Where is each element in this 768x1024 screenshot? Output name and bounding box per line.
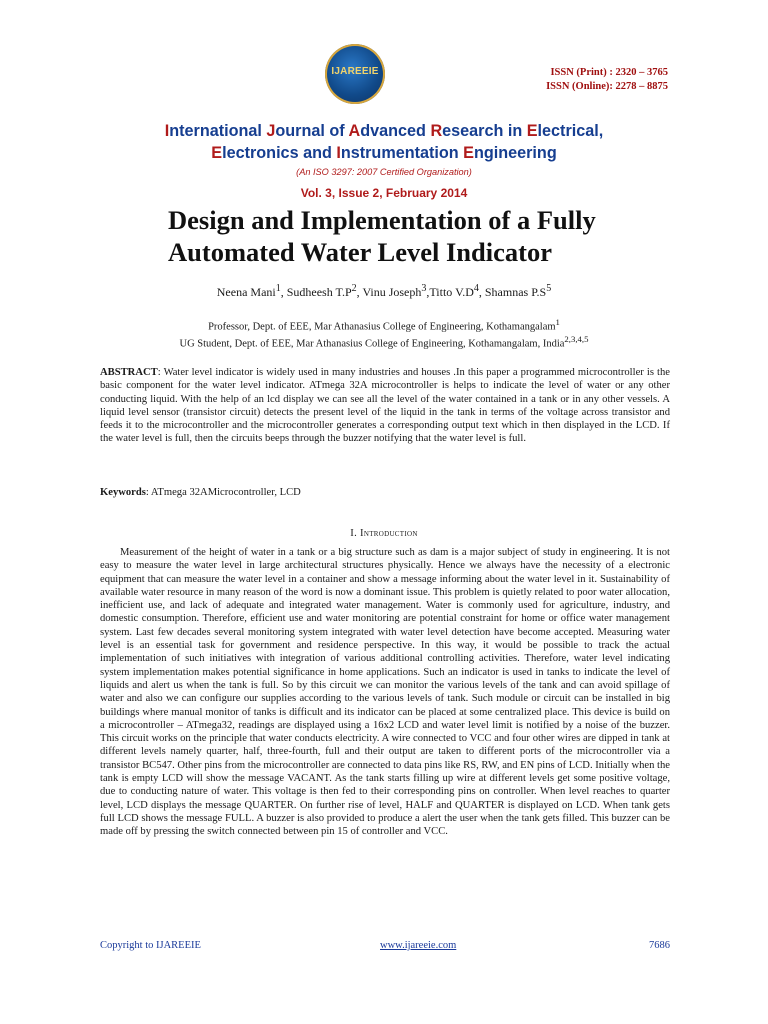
abstract-colon: : xyxy=(157,367,164,378)
keywords xyxy=(100,487,670,498)
author-name: Sudheesh T.P xyxy=(286,285,352,299)
author-sup: 2 xyxy=(351,283,357,294)
affiliation-students xyxy=(0,334,768,350)
issn-block xyxy=(546,66,668,94)
volume-issue: Vol. 3, Issue 2, February 2014 xyxy=(300,186,468,200)
keywords-label: Keywords xyxy=(100,487,146,498)
journal-word: nternational xyxy=(169,122,267,140)
journal-name-line1 xyxy=(0,120,768,142)
footer-url-link[interactable]: www.ijareeie.com xyxy=(380,940,457,951)
issn-online: ISSN (Online): 2278 – 8875 xyxy=(546,81,668,92)
journal-word: ournal of xyxy=(275,122,349,140)
journal-initial: I xyxy=(164,122,170,140)
affiliation-text: UG Student, Dept. of EEE, Mar Athanasius College of Engineering, Kothamangalam, India xyxy=(179,338,565,350)
iso-certification: (An ISO 3297: 2007 Certified Organization) xyxy=(296,167,472,177)
author-list xyxy=(0,283,768,300)
affiliation-sup: 2,3,4,5 xyxy=(564,334,589,344)
paper-title-line1: Design and Implementation of a Fully xyxy=(168,205,596,235)
section-number: I. xyxy=(350,528,358,539)
author-sep: , xyxy=(478,285,485,299)
issn-print: ISSN (Print) : 2320 – 3765 xyxy=(550,67,668,78)
footer-copyright: Copyright to IJAREEIE xyxy=(100,940,201,951)
affiliation-professor xyxy=(0,317,768,333)
logo-text: IJAREEIE xyxy=(331,66,379,77)
journal-logo xyxy=(325,44,385,104)
page-footer xyxy=(100,940,670,954)
paper-title xyxy=(168,204,628,268)
section-heading xyxy=(0,528,768,539)
abstract-label: ABSTRACT xyxy=(100,367,158,378)
journal-initial: E xyxy=(463,144,474,162)
journal-word: lectronics and xyxy=(222,144,337,162)
journal-initial: I xyxy=(336,144,341,162)
section-title: Introduction xyxy=(360,528,418,539)
journal-word: nstrumentation xyxy=(340,144,464,162)
journal-initial: R xyxy=(430,122,443,140)
author-sup: 4 xyxy=(473,283,479,294)
paper-title-line2: Automated Water Level Indicator xyxy=(168,237,552,267)
abstract xyxy=(100,366,670,446)
journal-word: esearch in xyxy=(442,122,527,140)
keywords-text: : ATmega 32AMicrocontroller, LCD xyxy=(145,487,301,498)
author-sup: 3 xyxy=(421,283,427,294)
author-sup: 5 xyxy=(546,283,552,294)
author-name: Shamnas P.S xyxy=(484,285,547,299)
journal-name-line2 xyxy=(0,142,768,164)
footer-page-number: 7686 xyxy=(649,940,670,951)
journal-word: dvanced xyxy=(360,122,431,140)
author-sep: , xyxy=(280,285,287,299)
affiliation-text: Professor, Dept. of EEE, Mar Athanasius College of Engineering, Kothamangalam xyxy=(208,321,556,333)
journal-word: ngineering xyxy=(473,144,557,162)
journal-initial: J xyxy=(266,122,276,140)
affiliation-sup: 1 xyxy=(555,317,560,327)
introduction-paragraph: Measurement of the height of water in a tank or a big structure such as dam is a major subject of study in engineering. It is not easy to measure the water level in large architectural structures physically. Hence we always have the necessity of a electronic equipment that can measure the water level in a container and show a message informing about the water level in it. Sustainability of available water resource in many reason of the word is now a dominant issue. This problem is quietly related to poor water allocation, inefficient use, and lack of adequate and integrated water management. Water is commonly used for agriculture, industry, and domestic consumption. Therefore, efficient use and water monitoring are potential constraint for home or office water management system. Last few decades several monitoring system integrated with water level detection have become accepted. Measuring water level is an essential task for government and residence perspective. In this way, it would be possible to track the actual implementation of such initiatives with integration of various additional controlling activities. Therefore, water level indicating system implementation makes potential significance in home applications. Such an indicator is used in tanks to indicate the level of liquids and alert us when the tank is full. So by this circuit we can monitor the various levels of the tank and can avoid spillage of water and also we can configure our supplies according to the various levels of tank. Such module or circuit can be installed in big buildings where manual monitor of tanks is difficult and its indicator can be placed at some centralized place. This device is build on a microcontroller – ATmega32, readings are displayed using a 16x2 LCD and water level limit is notified by a noise of the buzzer. This circuit works on the principle that water conducts electricity. A wire connected to VCC and four other wires are dipped in tank at different levels namely quarter, half, three-fourth, full and their output are taken to different ports of the microcontroller via a transistor BC547. Other pins from the microcontroller are connected to data pins like RS, RW, and EN pins of LCD. Initially when the tank is empty LCD will show the message VACANT. As the tank starts filling up wire at different levels get some positive voltage, due to conducting nature of water. This voltage is then fed to their corresponding pins on controller. When level reaches to quarter level, LCD displays the message QUARTER. On further rise of level, HALF and QUARTER is displayed on LCD. When tank gets full LCD shows the message FULL. A buzzer is also provided to produce a alert the user when the tank gets filled. This buzzer can be made off by pressing the switch connected between pin 15 of controller and VCC. xyxy=(100,547,670,838)
author-name: Neena Mani xyxy=(216,285,276,299)
journal-name xyxy=(0,120,768,164)
author-sup: 1 xyxy=(275,283,281,294)
author-name: Titto V.D xyxy=(429,285,474,299)
journal-initial: E xyxy=(211,144,223,162)
journal-initial: A xyxy=(348,122,361,140)
abstract-text: Water level indicator is widely used in many industries and houses .In this paper a programmed microcontroller is the basic component for the water level indicator. ATmega 32A microcontroller is helps to indicate the level of water or any other conducting liquid. With the help of an lcd display we can see all the level of the water contained in a tank or in any other vessels. A liquid level sensor (transistor circuit) detects the present level of the liquid in the tank in terms of the voltage across transistor and feeds it to the microcontroller and the microcontroller generates a corresponding output text which in then displayed in the LCD. If the water level is full, then the circuits beeps through the buzzer notifying that the water level is full. xyxy=(100,367,670,445)
journal-initial: E xyxy=(526,122,538,140)
journal-word: lectrical, xyxy=(537,122,604,140)
author-sep: , xyxy=(356,285,363,299)
author-name: Vinu Joseph xyxy=(362,285,422,299)
author-sep: , xyxy=(426,285,430,299)
